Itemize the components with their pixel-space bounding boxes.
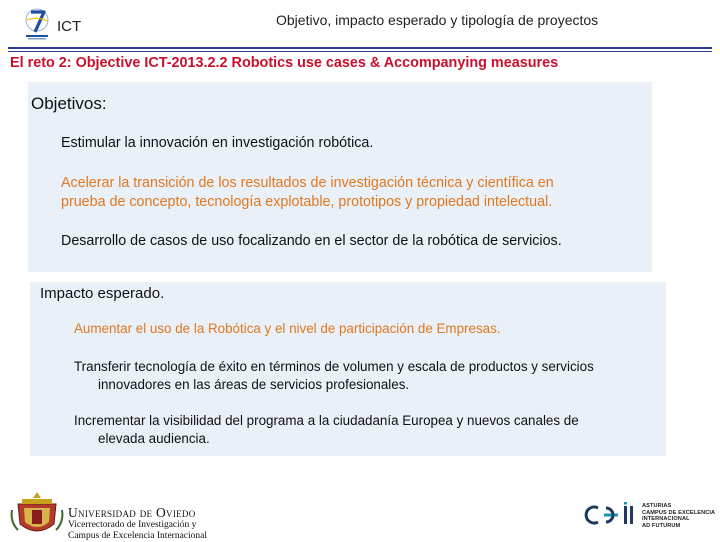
slide-subtitle: El reto 2: Objective ICT-2013.2.2 Robotics use cases & Accompanying measures — [10, 55, 559, 71]
fp7-logo-icon — [22, 6, 52, 42]
impact-line: innovadores en las áreas de servicios profesionales. — [98, 377, 410, 392]
objective-item — [61, 174, 645, 212]
objectives-panel — [28, 82, 652, 272]
header-divider — [8, 47, 712, 49]
impact-line: Aumentar el uso de la Robótica y el nivel de participación de Empresas. — [74, 321, 501, 336]
header-title: Objetivo, impacto esperado y tipología de proyectos — [276, 12, 599, 28]
objective-line: Acelerar la transición de los resultados de investigación técnica y científica en — [61, 175, 554, 191]
impact-line: elevada audiencia. — [98, 431, 210, 446]
university-text — [68, 505, 207, 542]
impact-title: Impacto esperado. — [40, 285, 165, 302]
campus-text — [642, 503, 715, 529]
campus-line: AD FUTURUM — [642, 522, 681, 529]
campus-line: ASTURIAS — [642, 503, 672, 509]
impact-line: Incrementar la visibilidad del programa a la ciudadanía Europea y nuevos canales de — [74, 413, 579, 428]
campus-excelencia-logo-icon — [584, 502, 640, 528]
objective-line: prueba de concepto, tecnología explotable, prototipos y propiedad intelectual. — [61, 194, 553, 210]
university-name: Universidad de Oviedo — [68, 505, 196, 520]
objective-line: Estimular la innovación en investigación robótica. — [61, 135, 374, 151]
campus-line: CAMPUS DE EXCELENCIA — [642, 509, 716, 516]
header-divider-thin — [8, 51, 712, 52]
impact-item — [74, 358, 660, 394]
university-crest-icon — [8, 490, 66, 540]
objective-item — [61, 134, 645, 153]
objective-item — [61, 232, 645, 251]
university-dept-line: Vicerrectorado de Investigación y — [68, 520, 197, 530]
campus-line: INTERNACIONAL — [642, 516, 690, 522]
program-label: ICT — [57, 18, 82, 35]
slide-header — [0, 0, 720, 48]
impact-line: Transferir tecnología de éxito en términos de volumen y escala de productos y servicios — [74, 359, 594, 374]
impact-item — [74, 412, 660, 448]
impact-panel — [30, 282, 666, 456]
impact-item — [74, 320, 660, 338]
objectives-title: Objetivos: — [31, 94, 107, 113]
university-dept-line: Campus de Excelencia Internacional — [68, 531, 208, 541]
objective-line: Desarrollo de casos de uso focalizando en el sector de la robótica de servicios. — [61, 233, 562, 249]
